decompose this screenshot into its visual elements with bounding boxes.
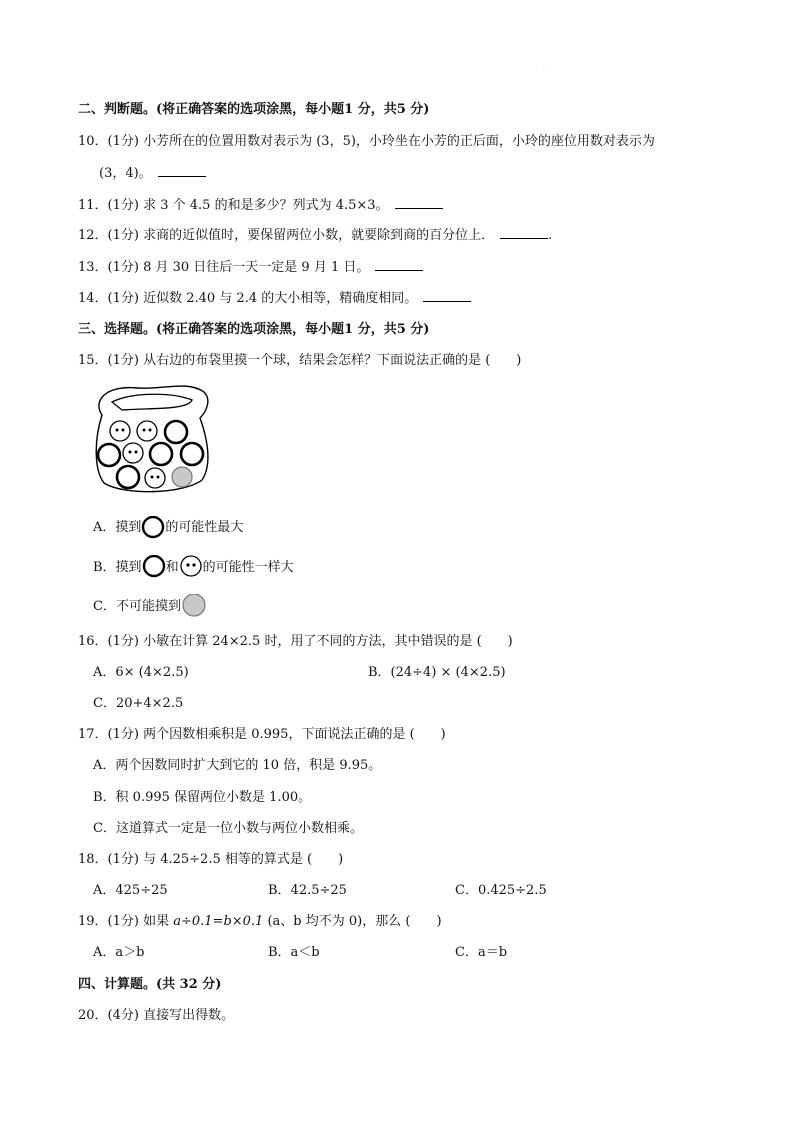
ball-dot [137,421,157,441]
answer-blank[interactable] [158,164,206,177]
plain-ball-icon [141,516,165,540]
section-4-title: 四、计算题。(共 32 分) [78,977,222,992]
question-19-option-a[interactable]: A．a＞b [93,945,145,960]
question-19-expression: a÷0.1=b×0.1 [173,914,264,929]
question-11 [78,196,443,215]
question-19-prefix: 19．(1分) 如果 [78,914,170,929]
option-a-prefix: A．摸到 [93,520,142,535]
question-17-option-a[interactable]: A．两个因数同时扩大到它的 10 倍，积是 9.95。 [93,758,382,773]
question-17-option-c[interactable]: C．这道算式一定是一位小数与两位小数相乘。 [93,821,363,836]
section-3-title: 三、选择题。(将正确答案的选项涂黑，每小题1 分，共5 分) [78,322,430,337]
question-12-end: . [548,228,553,243]
option-b-prefix: B．摸到 [93,560,142,575]
question-17-option-b[interactable]: B．积 0.995 保留两位小数是 1.00。 [93,790,312,805]
question-16-option-b[interactable]: B．(24÷4) × (4×2.5) [368,665,506,680]
question-13 [78,258,423,277]
question-19-option-c[interactable]: C．a＝b [455,945,508,960]
ball-plain [117,466,139,488]
question-18-option-c[interactable]: C．0.425÷2.5 [455,883,547,898]
question-18-option-b[interactable]: B．42.5÷25 [268,883,347,898]
question-10 [78,133,655,151]
question-18-text: 18．(1分) 与 4.25÷2.5 相等的算式是 ( ) [78,852,344,867]
question-15-option-c[interactable] [93,594,207,620]
question-19 [78,913,442,931]
ball-plain [165,421,187,443]
bag-opening [112,394,192,410]
answer-blank[interactable] [375,258,423,271]
question-17-text: 17．(1分) 两个因数相乘积是 0.995，下面说法正确的是 ( ) [78,727,446,742]
question-19-option-b[interactable]: B．a＜b [268,945,320,960]
question-12 [78,226,552,245]
question-10-cont-text: (3，4)。 [99,166,152,181]
ball-gray [172,467,192,487]
ball-plain [150,443,172,465]
answer-blank[interactable] [395,196,443,209]
ball-dot [145,468,165,488]
question-20-text: 20．(4分) 直接写出得数。 [78,1008,235,1023]
plain-ball-icon [142,555,166,581]
question-14 [78,289,471,308]
header-dot: · [543,64,545,71]
question-16-option-c[interactable]: C．20+4×2.5 [93,696,184,711]
option-b-suffix: 的可能性一样大 [202,560,294,575]
answer-blank[interactable] [423,289,471,302]
question-12-text: 12．(1分) 求商的近似值时，要保留两位小数，就要除到商的百分位上． [78,228,495,243]
question-11-text: 11．(1分) 求 3 个 4.5 的和是多少？列式为 4.5×3。 [78,198,389,213]
ball-dot [123,443,143,463]
question-14-text: 14．(1分) 近似数 2.40 与 2.4 的大小相等，精确度相同。 [78,291,418,306]
option-a-suffix: 的可能性最大 [165,520,244,535]
ball-plain [181,443,203,465]
question-19-condition: (a、b 均不为 0)，那么 ( ) [267,914,442,929]
ball-dot [110,421,130,441]
question-10-text: 10．(1分) 小芳所在的位置用数对表示为 (3，5)，小玲坐在小芳的正后面，小玲的座位用数对表示为 [78,134,655,149]
question-15-option-a[interactable] [93,516,243,540]
section-2-title: 二、判断题。(将正确答案的选项涂黑，每小题1 分，共5 分) [78,102,430,117]
question-13-text: 13．(1分) 8 月 30 日往后一天一定是 9 月 1 日。 [78,260,370,275]
question-15-option-b[interactable] [93,555,294,581]
bag-of-balls-image [92,380,212,495]
question-16-option-a[interactable]: A．6× (4×2.5) [93,665,189,680]
dotted-ball-icon [179,555,203,581]
question-15-text: 15．(1分) 从右边的布袋里摸一个球，结果会怎样？下面说法正确的是 ( ) [78,353,522,368]
question-16-text: 16．(1分) 小敏在计算 24×2.5 时，用了不同的方法，其中错误的是 ( ) [78,634,513,649]
answer-blank[interactable] [500,226,548,239]
question-18-option-a[interactable]: A．425÷25 [93,883,168,898]
option-c-prefix: C．不可能摸到 [93,599,181,614]
option-b-mid: 和 [165,560,179,575]
question-10-cont [99,164,206,183]
ball-plain [98,444,120,466]
gray-ball-icon [181,594,207,620]
